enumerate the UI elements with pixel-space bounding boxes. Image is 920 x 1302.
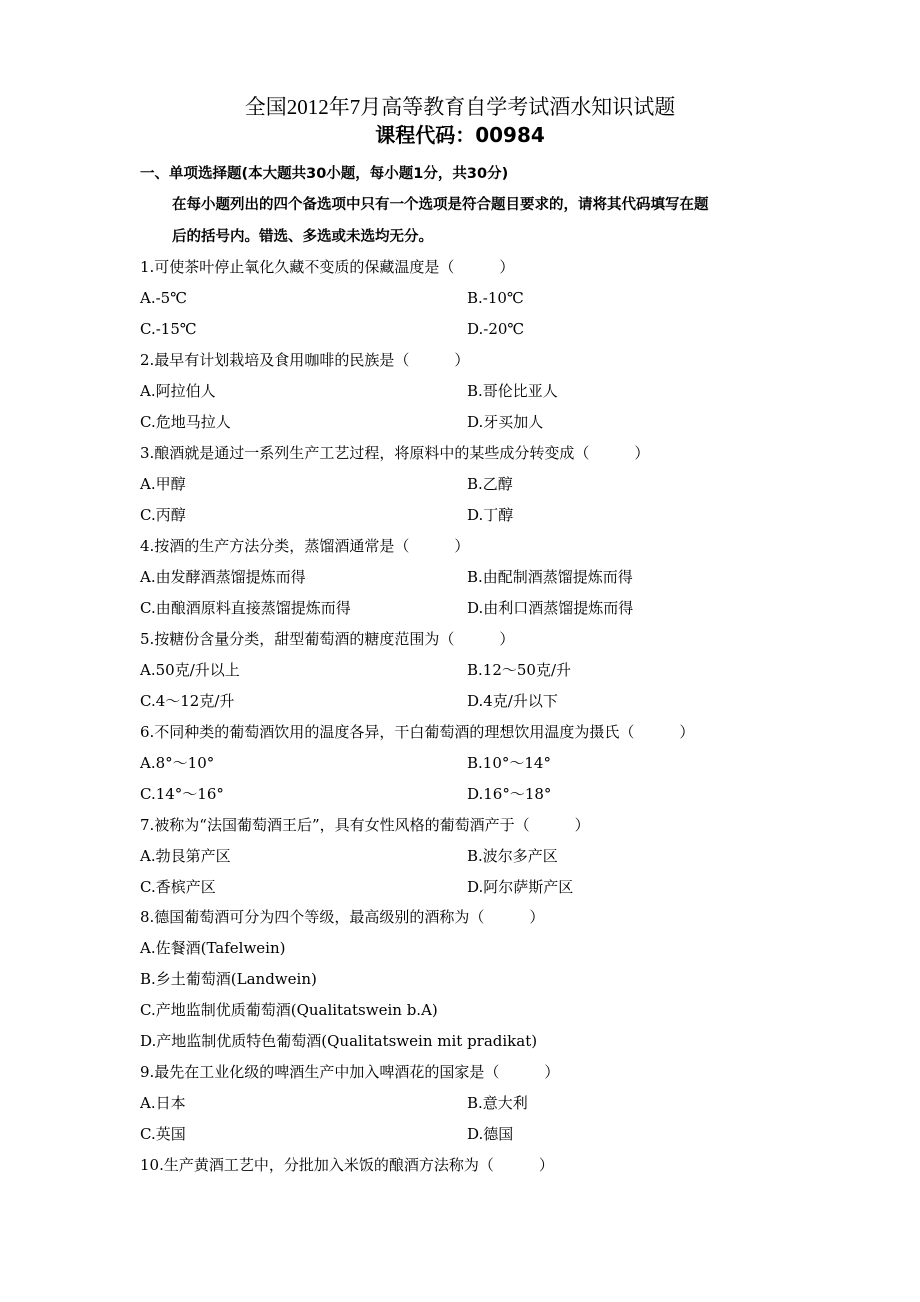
option-d: D.丁醇: [467, 506, 514, 524]
instruction-line: 在每小题列出的四个备选项中只有一个选项是符合题目要求的，请将其代码填写在题: [172, 197, 709, 213]
option-d: D.德国: [467, 1125, 514, 1143]
question-6: 6.不同种类的葡萄酒饮用的温度各异，干白葡萄酒的理想饮用温度为摄氏（ ）: [140, 723, 695, 741]
option-c: C.由酿酒原料直接蒸馏提炼而得: [140, 599, 351, 617]
option-a: A.阿拉伯人: [140, 382, 216, 400]
option-b: B.意大利: [467, 1094, 528, 1112]
option-a: A.-5℃: [140, 289, 187, 307]
option-a: A.甲醇: [140, 475, 186, 493]
option-a: A.由发酵酒蒸馏提炼而得: [140, 568, 306, 586]
course-code: 课程代码：00984: [375, 123, 545, 147]
option-a: A.勃艮第产区: [140, 847, 231, 865]
option-c: C.4～12克/升: [140, 692, 235, 710]
option-b: B.由配制酒蒸馏提炼而得: [467, 568, 633, 586]
option-a: A.日本: [140, 1094, 186, 1112]
question-3: 3.酿酒就是通过一系列生产工艺过程，将原料中的某些成分转变成（ ）: [140, 444, 650, 462]
question-8: 8.德国葡萄酒可分为四个等级，最高级别的酒称为（ ）: [140, 908, 545, 926]
exam-title: 全国2012年7月高等教育自学考试酒水知识试题: [244, 95, 676, 119]
option-d: D.产地监制优质特色葡萄酒(Qualitatswein mit pradikat): [140, 1032, 538, 1050]
option-c: C.丙醇: [140, 506, 186, 524]
option-d: D.阿尔萨斯产区: [467, 878, 574, 896]
option-c: C.危地马拉人: [140, 413, 231, 431]
option-c: C.产地监制优质葡萄酒(Qualitatswein b.A): [140, 1001, 438, 1019]
option-b: B.波尔多产区: [467, 847, 558, 865]
option-d: D.4克/升以下: [467, 692, 558, 710]
question-2: 2.最早有计划栽培及食用咖啡的民族是（ ）: [140, 351, 470, 369]
option-a: A.佐餐酒(Tafelwein): [140, 939, 286, 957]
option-c: C.14°～16°: [140, 785, 224, 803]
section-heading: 一、单项选择题(本大题共30小题，每小题1分，共30分): [140, 166, 509, 182]
option-a: A.50克/升以上: [140, 661, 240, 679]
option-d: D.-20℃: [467, 320, 525, 338]
option-b: B.哥伦比亚人: [467, 382, 558, 400]
option-b: B.10°～14°: [467, 754, 551, 772]
question-4: 4.按酒的生产方法分类，蒸馏酒通常是（ ）: [140, 537, 470, 555]
question-10: 10.生产黄酒工艺中，分批加入米饭的酿酒方法称为（ ）: [140, 1156, 554, 1174]
option-d: D.牙买加人: [467, 413, 544, 431]
option-d: D.由利口酒蒸馏提炼而得: [467, 599, 634, 617]
question-7: 7.被称为“法国葡萄酒王后”，具有女性风格的葡萄酒产于（ ）: [140, 816, 590, 834]
option-b: B.12～50克/升: [467, 661, 572, 679]
option-d: D.16°～18°: [467, 785, 552, 803]
option-c: C.香槟产区: [140, 878, 216, 896]
option-b: B.乡土葡萄酒(Landwein): [140, 970, 317, 988]
instruction-line: 后的括号内。错选、多选或未选均无分。: [172, 229, 433, 245]
question-9: 9.最先在工业化级的啤酒生产中加入啤酒花的国家是（ ）: [140, 1063, 560, 1081]
option-c: C.英国: [140, 1125, 186, 1143]
option-c: C.-15℃: [140, 320, 197, 338]
question-5: 5.按糖份含量分类，甜型葡萄酒的糖度范围为（ ）: [140, 630, 515, 648]
option-b: B.-10℃: [467, 289, 524, 307]
option-a: A.8°～10°: [140, 754, 215, 772]
question-1: 1.可使茶叶停止氧化久藏不变质的保藏温度是（ ）: [140, 258, 515, 276]
option-b: B.乙醇: [467, 475, 513, 493]
